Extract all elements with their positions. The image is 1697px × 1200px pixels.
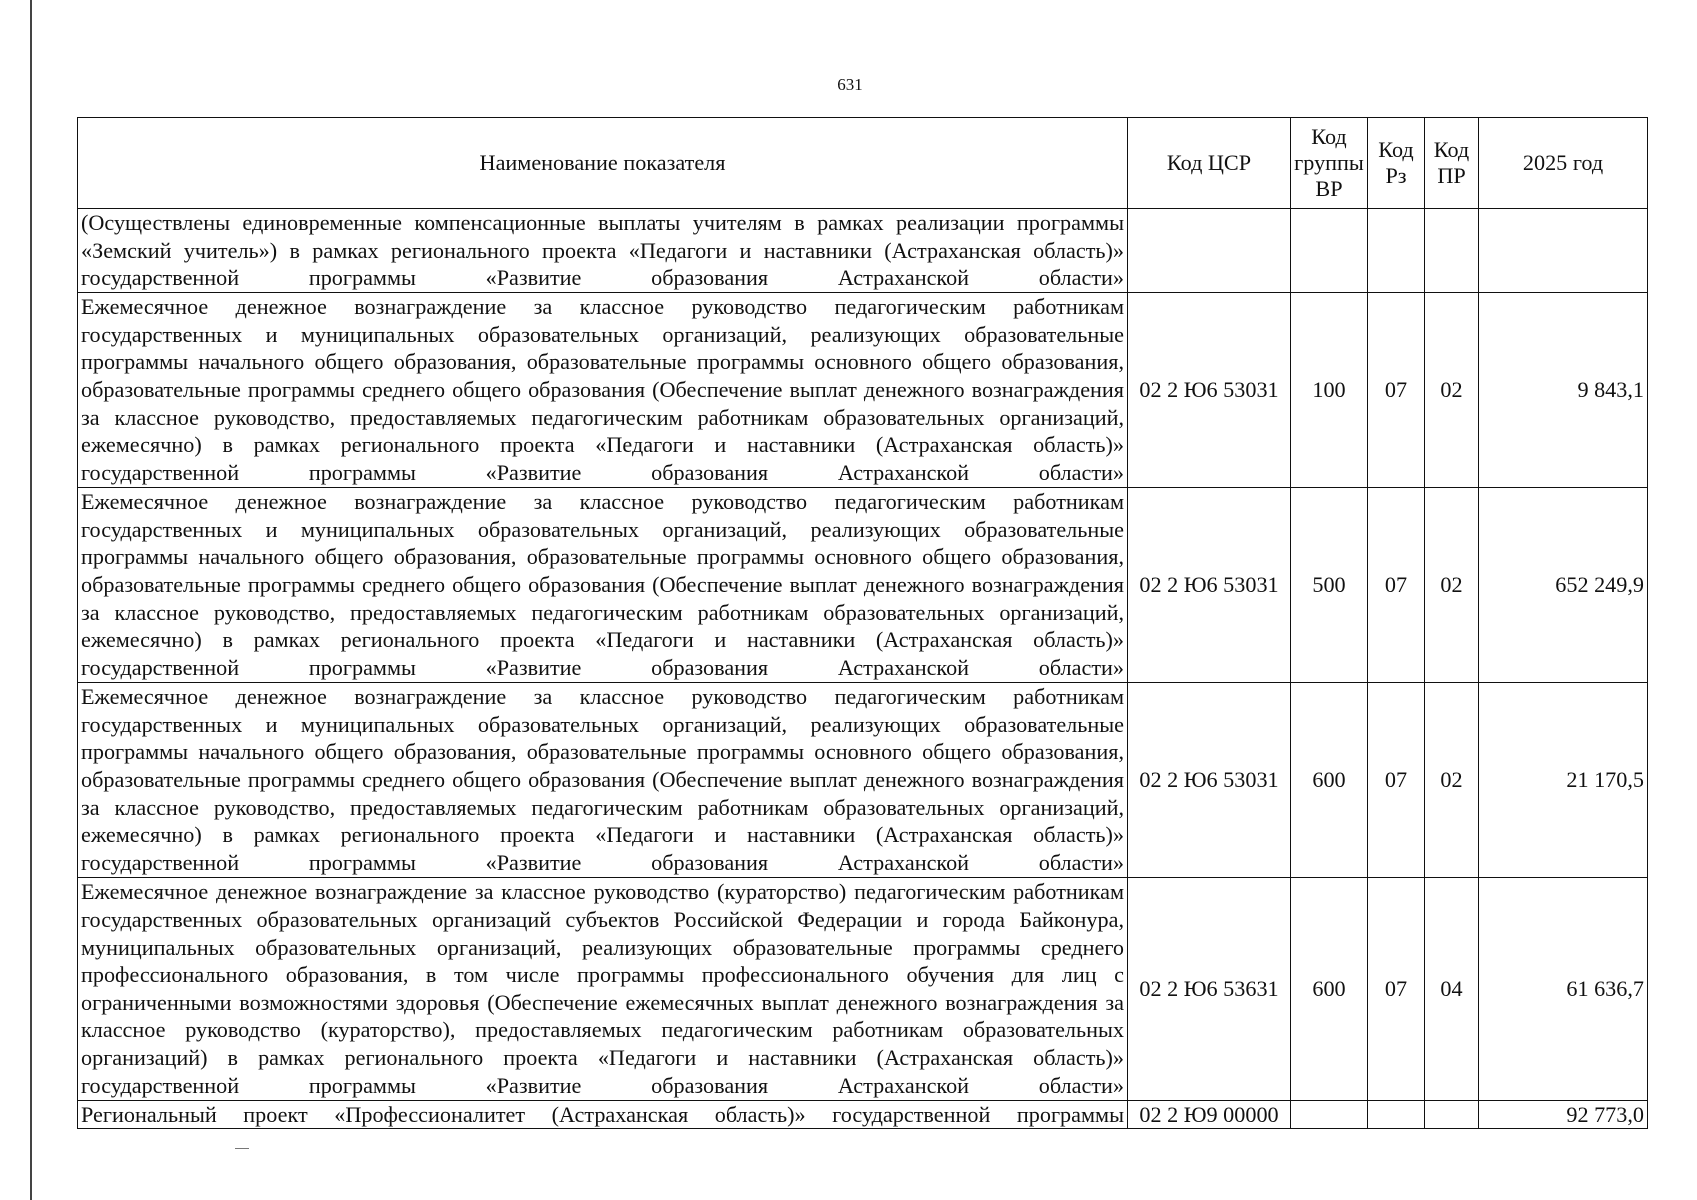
row-name: Ежемесячное денежное вознаграждение за классное руководство (кураторство) педагогическим работникам государственных образовательных организаций субъектов Российской Федерации и города Байконура, муниципальных образовательных организаций, реализующих образовательные программы среднего профессионального образования, в том числе программы профессионального обучения для лиц с ограниченными возможностями здоровья (Обеспечение ежемесячных выплат денежного вознаграждения за классное руководство (кураторство), предоставляемых педагогическим работникам образовательных организаций) в рамках регионального проекта «Педагоги и наставники (Астраханская область)» государственной программы «Развитие образования Астраханской области» xyxy=(78,877,1128,1100)
row-vr-code: 600 xyxy=(1291,877,1368,1100)
row-csr-code: 02 2 Ю6 53031 xyxy=(1128,487,1291,682)
row-pr-code: 02 xyxy=(1425,682,1479,877)
row-amount: 92 773,0 xyxy=(1479,1100,1648,1129)
table-row xyxy=(78,877,1648,1100)
row-vr-code xyxy=(1291,209,1368,293)
page-number: 631 xyxy=(837,75,863,94)
row-pr-code: 02 xyxy=(1425,487,1479,682)
row-rz-code xyxy=(1368,209,1425,293)
row-vr-code: 100 xyxy=(1291,292,1368,487)
row-rz-code: 07 xyxy=(1368,682,1425,877)
table-row xyxy=(78,209,1648,293)
row-amount: 9 843,1 xyxy=(1479,292,1648,487)
row-amount: 652 249,9 xyxy=(1479,487,1648,682)
binding-edge-line xyxy=(30,0,32,1200)
table-row xyxy=(78,682,1648,877)
row-pr-code xyxy=(1425,1100,1479,1129)
row-rz-code: 07 xyxy=(1368,487,1425,682)
stray-mark xyxy=(235,1148,249,1149)
header-name: Наименование показателя xyxy=(78,118,1128,209)
row-pr-code: 02 xyxy=(1425,292,1479,487)
row-rz-code: 07 xyxy=(1368,877,1425,1100)
header-rz: Код Рз xyxy=(1368,118,1425,209)
row-name: Региональный проект «Профессионалитет (Астраханская область)» государственной программы xyxy=(78,1100,1128,1129)
row-rz-code: 07 xyxy=(1368,292,1425,487)
row-csr-code: 02 2 Ю6 53631 xyxy=(1128,877,1291,1100)
header-year: 2025 год xyxy=(1479,118,1648,209)
row-vr-code xyxy=(1291,1100,1368,1129)
header-pr: Код ПР xyxy=(1425,118,1479,209)
table-row xyxy=(78,1100,1648,1129)
row-pr-code: 04 xyxy=(1425,877,1479,1100)
row-name: (Осуществлены единовременные компенсационные выплаты учителям в рамках реализации программы «Земский учитель») в рамках регионального проекта «Педагоги и наставники (Астраханская область)» государственной программы «Развитие образования Астраханской области» xyxy=(78,209,1128,293)
row-pr-code xyxy=(1425,209,1479,293)
row-amount: 21 170,5 xyxy=(1479,682,1648,877)
table-row xyxy=(78,487,1648,682)
table-header-row xyxy=(78,118,1648,209)
row-vr-code: 500 xyxy=(1291,487,1368,682)
row-rz-code xyxy=(1368,1100,1425,1129)
table-row xyxy=(78,292,1648,487)
row-csr-code: 02 2 Ю6 53031 xyxy=(1128,682,1291,877)
row-name: Ежемесячное денежное вознаграждение за классное руководство педагогическим работникам государственных и муниципальных образовательных организаций, реализующих образовательные программы начального общего образования, образовательные программы основного общего образования, образовательные программы среднего общего образования (Обеспечение выплат денежного вознаграждения за классное руководство, предоставляемых педагогическим работникам образовательных организаций, ежемесячно) в рамках регионального проекта «Педагоги и наставники (Астраханская область)» государственной программы «Развитие образования Астраханской области» xyxy=(78,292,1128,487)
row-csr-code xyxy=(1128,209,1291,293)
row-name: Ежемесячное денежное вознаграждение за классное руководство педагогическим работникам государственных и муниципальных образовательных организаций, реализующих образовательные программы начального общего образования, образовательные программы основного общего образования, образовательные программы среднего общего образования (Обеспечение выплат денежного вознаграждения за классное руководство, предоставляемых педагогическим работникам образовательных организаций, ежемесячно) в рамках регионального проекта «Педагоги и наставники (Астраханская область)» государственной программы «Развитие образования Астраханской области» xyxy=(78,682,1128,877)
row-amount: 61 636,7 xyxy=(1479,877,1648,1100)
row-amount xyxy=(1479,209,1648,293)
header-csr: Код ЦСР xyxy=(1128,118,1291,209)
row-csr-code: 02 2 Ю6 53031 xyxy=(1128,292,1291,487)
row-name: Ежемесячное денежное вознаграждение за классное руководство педагогическим работникам государственных и муниципальных образовательных организаций, реализующих образовательные программы начального общего образования, образовательные программы основного общего образования, образовательные программы среднего общего образования (Обеспечение выплат денежного вознаграждения за классное руководство, предоставляемых педагогическим работникам образовательных организаций, ежемесячно) в рамках регионального проекта «Педагоги и наставники (Астраханская область)» государственной программы «Развитие образования Астраханской области» xyxy=(78,487,1128,682)
header-vr: Код группы ВР xyxy=(1291,118,1368,209)
row-vr-code: 600 xyxy=(1291,682,1368,877)
budget-table xyxy=(77,117,1648,1129)
row-csr-code: 02 2 Ю9 00000 xyxy=(1128,1100,1291,1129)
